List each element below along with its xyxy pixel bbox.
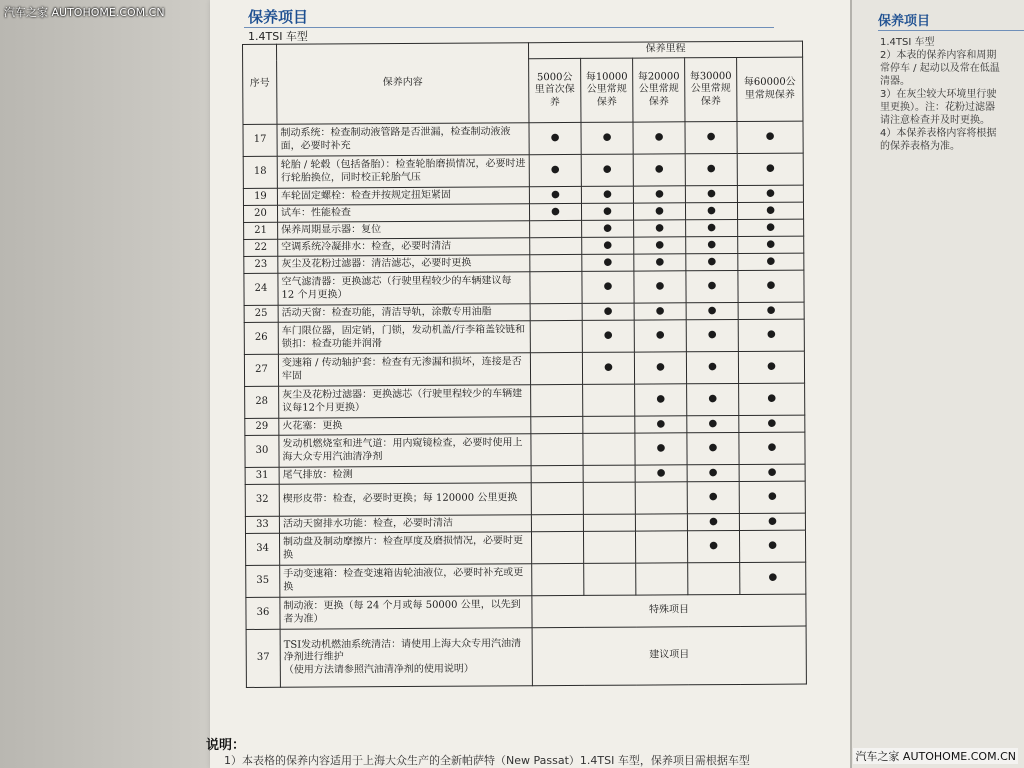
page-title: 保养项目: [248, 8, 309, 26]
empty-cell: [583, 433, 635, 465]
maintenance-dot-icon: ●: [582, 352, 634, 384]
special-item-label: 特殊项目: [532, 594, 806, 628]
row-number: 26: [244, 322, 278, 354]
maintenance-dot-icon: ●: [581, 122, 633, 154]
maintenance-dot-icon: ●: [529, 154, 581, 186]
header-seq: 序号: [243, 44, 277, 124]
row-content: [278, 238, 530, 257]
maintenance-dot-icon: ●: [582, 271, 634, 303]
maintenance-dot-icon: ●: [685, 153, 737, 185]
row-content-text: 火花塞：更换: [282, 420, 343, 432]
header-interval: 每60000公里常规保养: [737, 57, 803, 121]
table-row: [244, 351, 804, 386]
empty-cell: [583, 482, 635, 514]
row-number: 30: [245, 435, 279, 467]
maintenance-dot-icon: ●: [738, 253, 804, 270]
row-content-text: 制动系统：检查制动液管路是否泄漏，检查制动液液面，必要时补充: [280, 126, 511, 152]
maintenance-dot-icon: ●: [686, 302, 738, 319]
table-row: [243, 153, 803, 188]
row-number: 35: [246, 565, 280, 597]
header-interval: 5000公里首次保养: [529, 58, 581, 122]
maintenance-dot-icon: ●: [635, 416, 687, 433]
maintenance-dot-icon: ●: [738, 351, 804, 383]
header-interval: 每20000公里常规保养: [633, 58, 685, 122]
background-desk: [0, 0, 215, 768]
facing-page-line: 常停车 / 起动以及常在低温: [880, 63, 1000, 74]
maintenance-dot-icon: ●: [687, 464, 739, 481]
maintenance-dot-icon: ●: [633, 186, 685, 203]
row-number: 19: [243, 188, 277, 205]
maintenance-dot-icon: ●: [581, 154, 633, 186]
maintenance-dot-icon: ●: [529, 186, 581, 203]
row-number: 34: [245, 533, 279, 565]
maintenance-dot-icon: ●: [634, 303, 686, 320]
row-number: 18: [243, 156, 277, 188]
title-rule: [244, 27, 774, 28]
row-number: 31: [245, 467, 279, 484]
row-content-text: TSI发动机燃油系统清洁：请使用上海大众专用汽油清净剂进行维护: [283, 638, 522, 664]
empty-cell: [531, 482, 583, 514]
row-content: [280, 628, 532, 688]
header-interval: 每10000公里常规保养: [581, 58, 633, 122]
row-number: 29: [245, 418, 279, 435]
maintenance-dot-icon: ●: [738, 219, 804, 236]
row-content: [279, 466, 531, 485]
maintenance-dot-icon: ●: [633, 154, 685, 186]
facing-page-line: 清器。: [880, 76, 910, 87]
maintenance-dot-icon: ●: [739, 530, 805, 562]
empty-cell: [530, 303, 582, 320]
empty-cell: [635, 514, 687, 531]
maintenance-dot-icon: ●: [737, 202, 803, 219]
row-content-text: 制动盘及制动摩擦片：检查厚度及磨损情况，必要时更换: [283, 535, 524, 561]
notes-line: 1）本表格的保养内容适用于上海大众生产的全新帕萨特（New Passat）1.4TSI 车型，保养项目需根据车型: [224, 754, 750, 767]
row-number: 37: [246, 629, 280, 687]
row-content: [277, 187, 529, 206]
maintenance-dot-icon: ●: [685, 121, 737, 153]
row-content: [277, 123, 529, 157]
row-number: 17: [243, 124, 277, 156]
maintenance-dot-icon: ●: [686, 253, 738, 270]
empty-cell: [531, 514, 583, 531]
empty-cell: [636, 563, 688, 595]
maintenance-dot-icon: ●: [582, 320, 634, 352]
row-content: [277, 155, 529, 189]
row-content: [279, 483, 531, 517]
facing-page-line: 2）本表的保养内容和周期: [880, 50, 997, 61]
empty-cell: [583, 514, 635, 531]
maintenance-dot-icon: ●: [685, 185, 737, 202]
maintenance-dot-icon: ●: [635, 433, 687, 465]
row-content-text: 灰尘及花粉过滤器：清洁滤芯，必要时更换: [281, 257, 472, 270]
maintenance-dot-icon: ●: [738, 236, 804, 253]
row-content: [278, 221, 530, 240]
empty-cell: [635, 531, 687, 563]
empty-cell: [584, 563, 636, 595]
table-row: [245, 481, 805, 516]
row-number: 21: [244, 222, 278, 239]
empty-cell: [531, 416, 583, 433]
watermark-bottom-right: 汽车之家 AUTOHOME.COM.CN: [855, 750, 1016, 763]
maintenance-dot-icon: ●: [634, 237, 686, 254]
maintenance-dot-icon: ●: [634, 220, 686, 237]
row-content-text: 手动变速箱：检查变速箱齿轮油液位，必要时补充或更换: [283, 567, 524, 593]
maintenance-dot-icon: ●: [737, 185, 803, 202]
maintenance-dot-icon: ●: [686, 351, 738, 383]
empty-cell: [531, 384, 583, 416]
maintenance-dot-icon: ●: [634, 320, 686, 352]
maintenance-dot-icon: ●: [634, 352, 686, 384]
row-content: [278, 304, 530, 323]
empty-cell: [583, 465, 635, 482]
maintenance-dot-icon: ●: [739, 383, 805, 415]
maintenance-dot-icon: ●: [582, 303, 634, 320]
empty-cell: [688, 562, 740, 594]
row-number: 28: [245, 386, 279, 418]
maintenance-dot-icon: ●: [687, 513, 739, 530]
row-content-text: 车轮固定螺栓：检查并按规定扭矩紧固: [280, 189, 451, 202]
maintenance-dot-icon: ●: [737, 121, 803, 153]
maintenance-dot-icon: ●: [529, 122, 581, 154]
notes-title: 说明：: [206, 738, 246, 753]
empty-cell: [583, 531, 635, 563]
facing-page-line: 4）本保养表格内容将根据: [880, 128, 997, 139]
maintenance-dot-icon: ●: [739, 432, 805, 464]
row-content-note: （使用方法请参照汽油清净剂的使用说明）: [283, 663, 474, 676]
facing-page-line: 的保养表格为准。: [880, 141, 960, 152]
facing-page-title-rule: [878, 30, 1024, 31]
maintenance-dot-icon: ●: [581, 203, 633, 220]
empty-cell: [530, 271, 582, 303]
maintenance-dot-icon: ●: [686, 236, 738, 253]
row-number: 24: [244, 273, 278, 305]
row-content: [279, 434, 531, 468]
facing-page: [850, 0, 1024, 768]
facing-page-line: 3）在灰尘较大环境里行驶: [880, 89, 997, 100]
maintenance-dot-icon: ●: [529, 203, 581, 220]
row-content-text: 轮胎 / 轮毂（包括备胎）：检查轮胎磨损情况，必要时进行轮胎换位，同时校正轮胎气压: [280, 158, 526, 184]
row-content: [280, 596, 532, 630]
row-content-text: 保养周期显示器：复位: [281, 223, 382, 236]
maintenance-dot-icon: ●: [634, 254, 686, 271]
row-content-text: 楔形皮带：检查，必要时更换；每 120000 公里更换: [282, 492, 518, 506]
row-content: [280, 564, 532, 598]
maintenance-dot-icon: ●: [633, 203, 685, 220]
special-item-label: 建议项目: [532, 626, 806, 686]
maintenance-dot-icon: ●: [686, 219, 738, 236]
header-interval: 每30000公里常规保养: [685, 57, 737, 121]
maintenance-dot-icon: ●: [739, 513, 805, 530]
maintenance-dot-icon: ●: [635, 384, 687, 416]
row-content: [278, 255, 530, 274]
table-row: [243, 121, 803, 156]
maintenance-dot-icon: ●: [634, 271, 686, 303]
empty-cell: [530, 237, 582, 254]
maintenance-dot-icon: ●: [737, 153, 803, 185]
empty-cell: [531, 531, 583, 563]
row-content: [278, 272, 530, 306]
empty-cell: [635, 482, 687, 514]
row-content-text: 车门限位器，固定销，门锁，发动机盖/行李箱盖铰链和锁扣：检查功能并润滑: [281, 324, 526, 350]
header-content: 保养内容: [277, 43, 529, 125]
row-content-text: 尾气排放：检测: [282, 469, 353, 481]
maintenance-dot-icon: ●: [635, 465, 687, 482]
maintenance-table: [242, 41, 807, 688]
table-row: [246, 626, 806, 687]
maintenance-dot-icon: ●: [685, 202, 737, 219]
row-content-text: 发动机燃烧室和进气道：用内窥镜检查，必要时使用上海大众专用汽油清净剂: [282, 437, 523, 463]
row-content: [279, 515, 531, 534]
table-row: [245, 383, 805, 418]
row-content: [279, 532, 531, 566]
maintenance-dot-icon: ●: [687, 415, 739, 432]
empty-cell: [531, 465, 583, 482]
row-content: [277, 204, 529, 223]
maintenance-dot-icon: ●: [687, 530, 739, 562]
facing-page-line: 1.4TSI 车型: [880, 37, 935, 48]
maintenance-dot-icon: ●: [740, 562, 806, 594]
maintenance-dot-icon: ●: [582, 237, 634, 254]
maintenance-dot-icon: ●: [739, 415, 805, 432]
header-mileage-group: 保养里程: [528, 41, 802, 59]
row-number: 33: [245, 516, 279, 533]
empty-cell: [583, 384, 635, 416]
empty-cell: [531, 433, 583, 465]
row-content-text: 试车：性能检查: [280, 207, 352, 219]
row-content-text: 灰尘及花粉过滤器：更换滤芯（行驶里程较少的车辆建议每12个月更换）: [282, 388, 523, 414]
maintenance-dot-icon: ●: [582, 220, 634, 237]
row-content-text: 活动天窗：检查功能，清洁导轨，涂敷专用油脂: [281, 306, 492, 319]
empty-cell: [583, 416, 635, 433]
maintenance-dot-icon: ●: [739, 464, 805, 481]
maintenance-dot-icon: ●: [581, 186, 633, 203]
empty-cell: [530, 254, 582, 271]
row-number: 27: [244, 354, 278, 386]
maintenance-dot-icon: ●: [687, 432, 739, 464]
maintenance-dot-icon: ●: [582, 254, 634, 271]
maintenance-dot-icon: ●: [633, 122, 685, 154]
maintenance-dot-icon: ●: [738, 270, 804, 302]
row-number: 25: [244, 305, 278, 322]
row-content-text: 变速箱 / 传动轴护套：检查有无渗漏和损坏，连接是否牢固: [281, 356, 522, 382]
row-content-text: 空调系统冷凝排水：检查，必要时清洁: [281, 240, 452, 253]
table-row: [246, 562, 806, 597]
facing-page-text: [880, 36, 1024, 153]
page-subtitle: 1.4TSI 车型: [248, 30, 308, 43]
table-row: [245, 530, 805, 565]
row-content: [278, 353, 530, 387]
row-number: 36: [246, 597, 280, 629]
empty-cell: [532, 563, 584, 595]
maintenance-dot-icon: ●: [739, 481, 805, 513]
empty-cell: [530, 352, 582, 384]
empty-cell: [530, 220, 582, 237]
maintenance-dot-icon: ●: [687, 481, 739, 513]
facing-page-line: 请注意检查并及时更换。: [880, 115, 990, 126]
row-content: [279, 385, 531, 419]
table-row: [246, 594, 806, 629]
row-content-text: 活动天窗排水功能：检查，必要时清洁: [282, 517, 453, 530]
row-number: 23: [244, 256, 278, 273]
row-number: 20: [243, 205, 277, 222]
maintenance-dot-icon: ●: [686, 270, 738, 302]
row-content: [279, 417, 531, 436]
facing-page-line: 里更换）。注：花粉过滤器: [880, 102, 995, 113]
maintenance-dot-icon: ●: [738, 302, 804, 319]
maintenance-dot-icon: ●: [687, 383, 739, 415]
table-row: [245, 432, 805, 467]
facing-page-title: 保养项目: [878, 14, 931, 29]
empty-cell: [530, 320, 582, 352]
maintenance-dot-icon: ●: [686, 319, 738, 351]
watermark-top-left: 汽车之家 AUTOHOME.COM.CN: [4, 6, 165, 19]
row-content-text: 空气滤清器：更换滤芯（行驶里程较少的车辆建议每 12 个月更换）: [281, 275, 512, 301]
maintenance-dot-icon: ●: [738, 319, 804, 351]
row-number: 22: [244, 239, 278, 256]
row-content-text: 制动液：更换（每 24 个月或每 50000 公里，以先到者为准）: [283, 599, 521, 625]
row-content: [278, 321, 530, 355]
table-body: [243, 121, 806, 687]
table-row: [244, 270, 804, 305]
row-number: 32: [245, 484, 279, 516]
table-row: [244, 319, 804, 354]
